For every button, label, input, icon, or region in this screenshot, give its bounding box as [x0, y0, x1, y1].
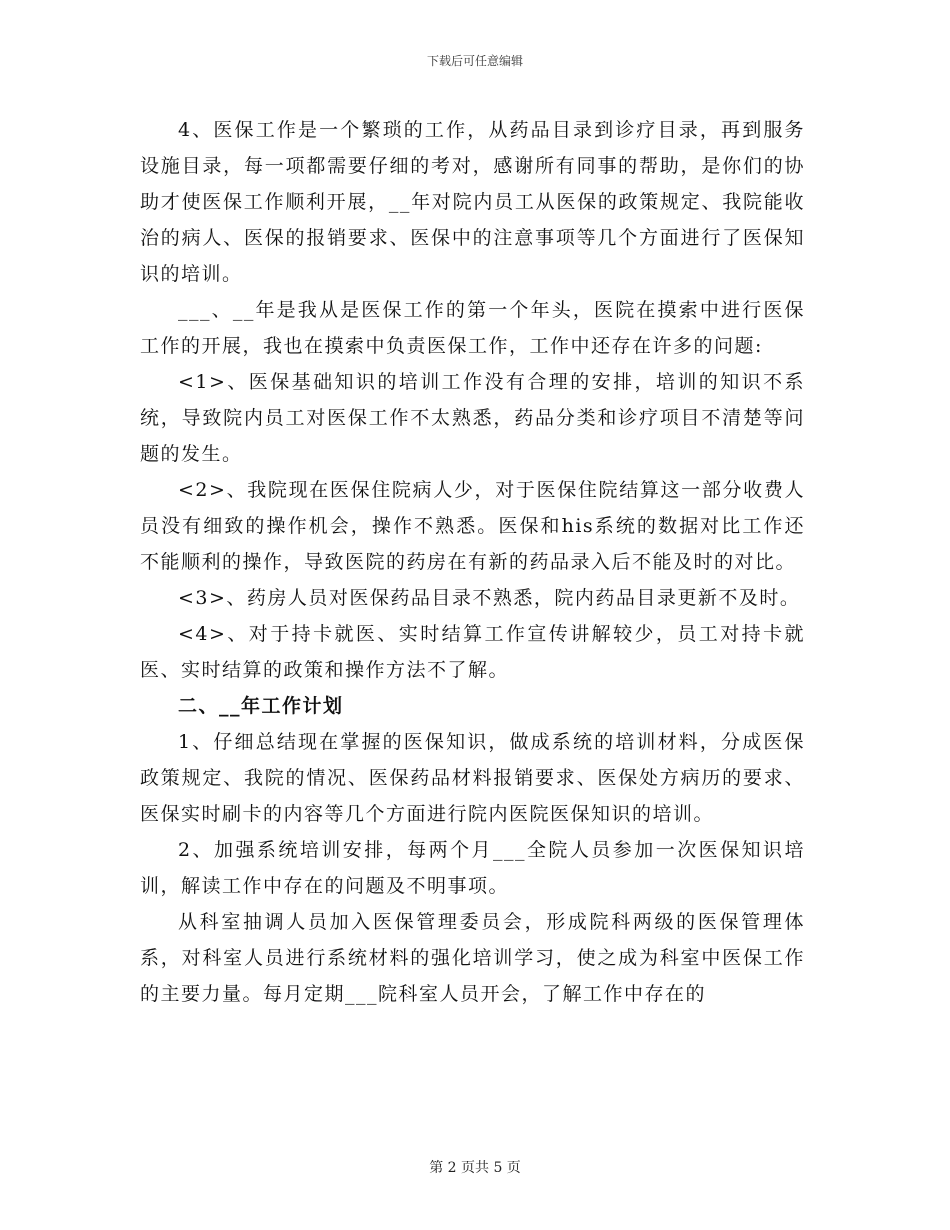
paragraph-medical-insurance-work: 4、医保工作是一个繁琐的工作，从药品目录到诊疗目录，再到服务设施目录，每一项都需要仔细的考对，感谢所有同事的帮助，是你们的协助才使医保工作顺利开展，__年对院内员工从医保的政策规定、我院能收治的病人、医保的报销要求、医保中的注意事项等几个方面进行了医保知识的培训。 — [140, 119, 805, 285]
paragraph-plan-1: 1、仔细总结现在掌握的医保知识，做成系统的培训材料，分成医保政策规定、我院的情况、医保药品材料报销要求、医保处方病历的要求、医保实时刷卡的内容等几个方面进行院内医院医保知识的培训。 — [140, 731, 805, 825]
paragraph-problem-4: <4>、对于持卡就医、实时结算工作宣传讲解较少，员工对持卡就医、实时结算的政策和操作方法不了解。 — [140, 623, 805, 681]
paragraph-first-year-problems: ___、__年是我从是医保工作的第一个年头，医院在摸索中进行医保工作的开展，我也在摸索中负责医保工作，工作中还存在许多的问题: — [140, 299, 805, 357]
paragraph-plan-2: 2、加强系统培训安排，每两个月___全院人员参加一次医保知识培训，解读工作中存在的问题及不明事项。 — [140, 839, 805, 897]
paragraph-management-committee: 从科室抽调人员加入医保管理委员会，形成院科两级的医保管理体系，对科室人员进行系统材料的强化培训学习，使之成为科室中医保工作的主要力量。每月定期___院科室人员开会，了解工作中存在的 — [140, 911, 805, 1005]
paragraph-problem-3: <3>、药房人员对医保药品目录不熟悉，院内药品目录更新不及时。 — [178, 587, 801, 609]
section-heading-work-plan: 二、__年工作计划 — [178, 695, 344, 717]
page-header: 下载后可任意编辑 — [426, 54, 523, 68]
paragraph-problem-2: <2>、我院现在医保住院病人少，对于医保住院结算这一部分收费人员没有细致的操作机会，操作不熟悉。医保和his系统的数据对比工作还不能顺利的操作，导致医院的药房在有新的药品录入后不能及时的对比。 — [140, 479, 805, 573]
document-body — [140, 112, 805, 1012]
paragraph-problem-1: <1>、医保基础知识的培训工作没有合理的安排，培训的知识不系统，导致院内员工对医保工作不太熟悉，药品分类和诊疗项目不清楚等问题的发生。 — [140, 371, 805, 465]
page-footer: 第 2 页共 5 页 — [429, 1160, 521, 1176]
